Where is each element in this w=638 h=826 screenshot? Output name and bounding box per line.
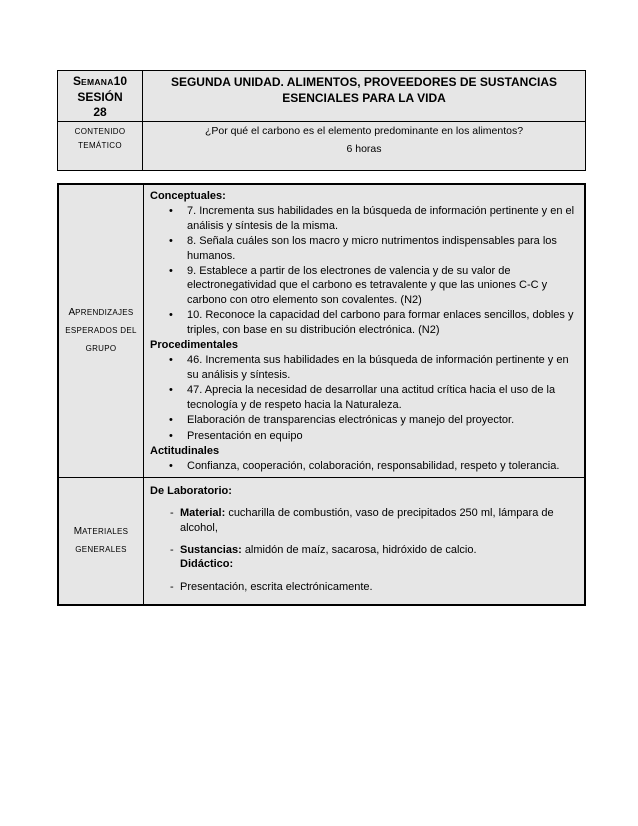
list-item: • 9. Establece a partir de los electrones de valencia y de su valor de electronegatividad que el carbono es tetravalente y que las uniones C-C y carbono con otro elemento son covalentes. (N2) xyxy=(187,264,580,307)
semana-label-rest: EMANA xyxy=(80,77,114,87)
list-item: • 47. Aprecia la necesidad de desarrollar una actitud crítica hacia el uso de la tecnología y de respeto hacia la Naturaleza. xyxy=(187,383,580,412)
aprendizajes-label-line2: ESPERADOS DEL xyxy=(65,326,137,336)
materiales-content xyxy=(144,477,586,605)
aprendizajes-label-cell xyxy=(58,184,144,477)
aprendizajes-label-line1 xyxy=(60,303,142,322)
contenido-label-text: CONTENIDO TEMÁTICO xyxy=(74,127,126,150)
material-text: cucharilla de combustión, vaso de precipitados 250 ml, lámpara de alcohol, xyxy=(180,507,554,534)
materiales-rest: ATERIALES xyxy=(82,527,129,537)
conceptuales-title: Conceptuales: xyxy=(150,190,226,202)
actitudinales-title: Actitudinales xyxy=(150,444,220,457)
list-item: • 8. Señala cuáles son los macro y micro nutrimentos indispensables para los humanos. xyxy=(187,234,580,263)
semana-number: 10 xyxy=(113,74,128,88)
procedimentales-list xyxy=(150,353,580,442)
aprendizajes-label-line3: GRUPO xyxy=(85,344,117,354)
sesion-number: 28 xyxy=(93,105,107,119)
sustancias-text: almidón de maíz, sacarosa, hidróxido de calcio. xyxy=(244,543,477,556)
list-item: • 7. Incrementa sus habilidades en la búsqueda de información pertinente y en el análisis y síntesis de la misma. xyxy=(187,204,580,233)
list-item: • Presentación en equipo xyxy=(187,429,580,443)
semana-line xyxy=(59,74,141,90)
dash-marker: - xyxy=(170,543,174,556)
materiales-row xyxy=(58,477,585,605)
guiding-question: ¿Por qué el carbono es el elemento predominante en los alimentos? xyxy=(204,125,524,137)
list-item: • Elaboración de transparencias electrónicas y manejo del proyector. xyxy=(187,413,580,427)
aprendizajes-content xyxy=(144,184,586,477)
materiales-label-line1 xyxy=(60,522,142,541)
header-table xyxy=(57,70,586,171)
procedimentales-title: Procedimentales xyxy=(150,339,239,352)
semana-sesion-cell xyxy=(58,71,143,122)
header-row-2 xyxy=(58,122,586,171)
aprendizajes-row xyxy=(58,184,585,477)
dash-marker: - xyxy=(170,507,174,520)
unit-title: SEGUNDA UNIDAD. ALIMENTOS, PROVEEDORES DE SUSTANCIAS ESENCIALES PARA LA VIDA xyxy=(143,71,586,122)
sesion-label: SESIÓN xyxy=(77,90,123,104)
material-item xyxy=(150,506,580,535)
list-item: • 46. Incrementa sus habilidades en la búsqueda de información pertinente y en su análisis y síntesis. xyxy=(187,353,580,382)
actitudinales-list xyxy=(150,459,580,473)
materiales-label-line2: GENERALES xyxy=(75,545,127,555)
sustancias-item xyxy=(150,543,580,572)
conceptuales-list xyxy=(150,204,580,337)
materiales-label-cell xyxy=(58,477,144,605)
materiales-first-letter: M xyxy=(73,526,83,538)
presentacion-item xyxy=(150,580,580,594)
material-label: Material: xyxy=(180,507,226,520)
list-item: • 10. Reconoce la capacidad del carbono para formar enlaces sencillos, dobles y triples, con base en su distribución electrónica. (N2) xyxy=(187,308,580,337)
didactico-label: Didáctico: xyxy=(180,558,234,571)
header-row-1 xyxy=(58,71,586,122)
hours: 6 horas xyxy=(346,143,382,155)
question-cell xyxy=(143,122,586,171)
list-item: • Confianza, cooperación, colaboración, responsabilidad, respeto y tolerancia. xyxy=(187,459,580,473)
dash-marker: - xyxy=(170,580,174,593)
sustancias-label: Sustancias: xyxy=(180,543,242,556)
laboratorio-title: De Laboratorio: xyxy=(150,484,232,497)
contenido-tematico-label xyxy=(58,122,143,171)
aprendizajes-rest: PRENDIZAJES xyxy=(75,308,134,318)
content-table xyxy=(57,183,586,606)
presentacion-text: Presentación, escrita electrónicamente. xyxy=(180,580,373,593)
semana-label-first: S xyxy=(72,74,81,88)
aprendizajes-first-letter: A xyxy=(68,307,76,319)
